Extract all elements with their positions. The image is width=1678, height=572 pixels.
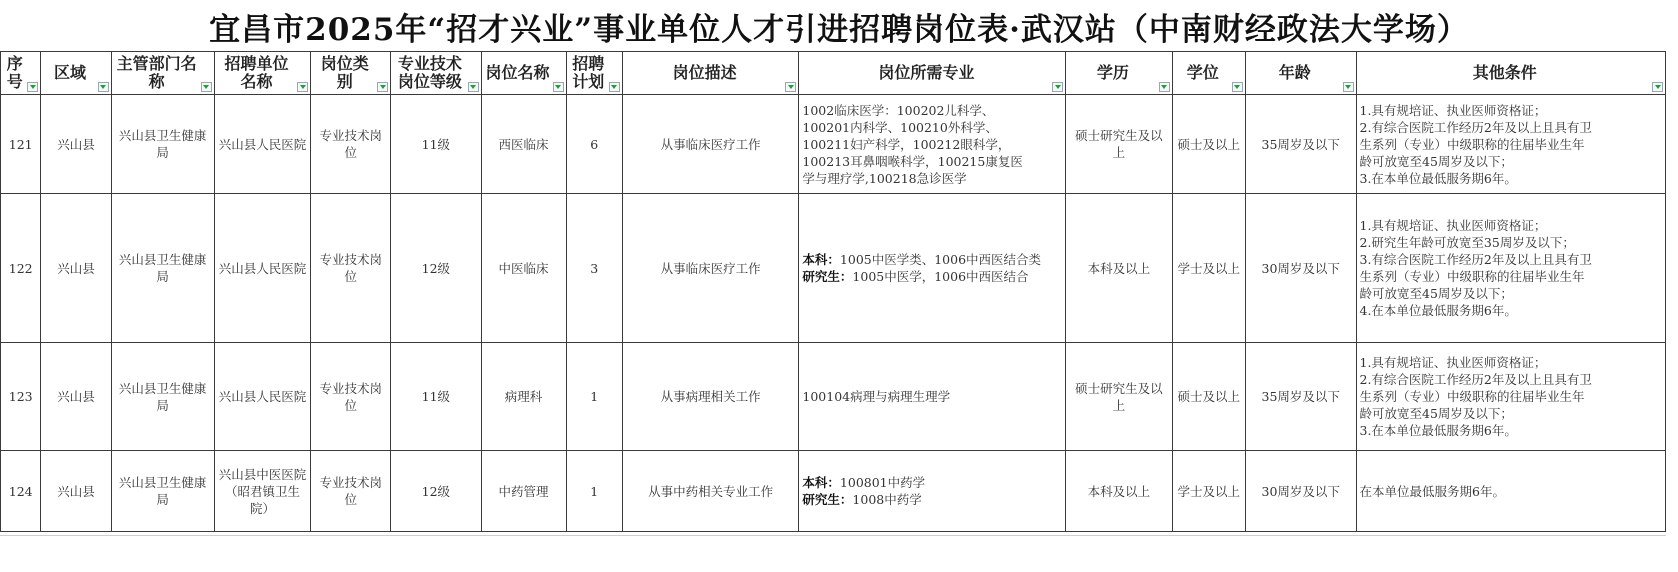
header-cell-region: 区域 [41,52,111,95]
filter-dropdown-icon[interactable] [297,82,308,92]
cell-unit[interactable]: 兴山县中医医院（昭君镇卫生院） [214,451,311,532]
header-cell-category: 岗位类别 [311,52,391,95]
cell-plan[interactable]: 6 [566,95,622,194]
header-cell-dept: 主管部门名称 [111,52,214,95]
cell-edu[interactable]: 本科及以上 [1066,451,1172,532]
cell-level[interactable]: 11级 [391,343,481,451]
cell-level[interactable]: 12级 [391,451,481,532]
header-cell-plan: 招聘计划 [566,52,622,95]
filter-dropdown-icon[interactable] [1652,82,1663,92]
cell-post[interactable]: 中药管理 [481,451,566,532]
filter-dropdown-icon[interactable] [609,82,620,92]
filter-dropdown-icon[interactable] [27,82,38,92]
cell-no[interactable]: 122 [1,194,41,343]
filter-dropdown-icon[interactable] [785,82,796,92]
cell-degree[interactable]: 硕士及以上 [1172,95,1245,194]
cell-unit[interactable]: 兴山县人民医院 [214,95,311,194]
header-cell-desc: 岗位描述 [622,52,798,95]
cell-desc[interactable]: 从事临床医疗工作 [622,194,798,343]
cell-desc[interactable]: 从事临床医疗工作 [622,95,798,194]
cell-post[interactable]: 病理科 [481,343,566,451]
filter-dropdown-icon[interactable] [468,82,479,92]
cell-post[interactable]: 西医临床 [481,95,566,194]
cell-other[interactable]: 在本单位最低服务期6年。 [1356,451,1666,532]
cell-unit[interactable]: 兴山县人民医院 [214,194,311,343]
cell-region[interactable]: 兴山县 [41,95,111,194]
table-row [1,95,1666,194]
cell-plan[interactable]: 1 [566,343,622,451]
cell-age[interactable]: 35周岁及以下 [1245,95,1356,194]
filter-dropdown-icon[interactable] [1232,82,1243,92]
cell-dept[interactable]: 兴山县卫生健康局 [111,343,214,451]
filter-dropdown-icon[interactable] [1052,82,1063,92]
sheet-title: 宜昌市2025年“招才兴业”事业单位人才引进招聘岗位表·武汉站（中南财经政法大学场） [209,11,1469,48]
cell-category[interactable]: 专业技术岗位 [311,194,391,343]
filter-dropdown-icon[interactable] [98,82,109,92]
header-row [1,52,1666,95]
cell-other[interactable]: 1.具有规培证、执业医师资格证； 2.研究生年龄可放宽至35周岁及以下； 3.有综合医院工作经历2年及以上且具有卫 生系列（专业）中级职称的往届毕业生年 龄可放宽至45周岁及以下； 4.在本单位最低服务期6年。 [1356,194,1666,343]
cell-no[interactable]: 124 [1,451,41,532]
cell-major[interactable]: 100104病理与病理生理学 [799,343,1066,451]
header-cell-post: 岗位名称 [481,52,566,95]
header-cell-unit: 招聘单位名称 [214,52,311,95]
cell-dept[interactable]: 兴山县卫生健康局 [111,194,214,343]
cell-dept[interactable]: 兴山县卫生健康局 [111,95,214,194]
cell-desc[interactable]: 从事病理相关工作 [622,343,798,451]
cell-plan[interactable]: 3 [566,194,622,343]
filter-dropdown-icon[interactable] [377,82,388,92]
header-cell-other: 其他条件 [1356,52,1666,95]
cell-unit[interactable]: 兴山县人民医院 [214,343,311,451]
header-cell-major: 岗位所需专业 [799,52,1066,95]
header-cell-edu: 学历 [1066,52,1172,95]
cell-age[interactable]: 30周岁及以下 [1245,451,1356,532]
cell-age[interactable]: 30周岁及以下 [1245,194,1356,343]
cell-category[interactable]: 专业技术岗位 [311,95,391,194]
cell-other[interactable]: 1.具有规培证、执业医师资格证； 2.有综合医院工作经历2年及以上且具有卫 生系列（专业）中级职称的往届毕业生年 龄可放宽至45周岁及以下； 3.在本单位最低服务期6年。 [1356,343,1666,451]
cell-degree[interactable]: 学士及以上 [1172,194,1245,343]
header-cell-no: 序号 [1,52,41,95]
cell-major[interactable]: 本科：100801中药学 研究生：1008中药学 [799,451,1066,532]
cell-level[interactable]: 11级 [391,95,481,194]
cell-region[interactable]: 兴山县 [41,343,111,451]
cell-major[interactable]: 本科：1005中医学类、1006中西医结合类 研究生：1005中医学，1006中西医结合 [799,194,1066,343]
cell-degree[interactable]: 学士及以上 [1172,451,1245,532]
cell-age[interactable]: 35周岁及以下 [1245,343,1356,451]
filter-dropdown-icon[interactable] [1343,82,1354,92]
header-cell-degree: 学位 [1172,52,1245,95]
filter-dropdown-icon[interactable] [1159,82,1170,92]
header-cell-age: 年龄 [1245,52,1356,95]
table-row [1,343,1666,451]
cell-other[interactable]: 1.具有规培证、执业医师资格证； 2.有综合医院工作经历2年及以上且具有卫 生系列（专业）中级职称的往届毕业生年 龄可放宽至45周岁及以下； 3.在本单位最低服务期6年。 [1356,95,1666,194]
cell-desc[interactable]: 从事中药相关专业工作 [622,451,798,532]
cell-category[interactable]: 专业技术岗位 [311,451,391,532]
cell-edu[interactable]: 硕士研究生及以上 [1066,343,1172,451]
recruitment-table [0,51,1666,532]
cell-plan[interactable]: 1 [566,451,622,532]
filter-dropdown-icon[interactable] [201,82,212,92]
cell-edu[interactable]: 硕士研究生及以上 [1066,95,1172,194]
empty-grid-area [0,535,1666,572]
filter-dropdown-icon[interactable] [553,82,564,92]
cell-degree[interactable]: 硕士及以上 [1172,343,1245,451]
cell-region[interactable]: 兴山县 [41,194,111,343]
header-cell-level: 专业技术岗位等级 [391,52,481,95]
cell-no[interactable]: 121 [1,95,41,194]
cell-no[interactable]: 123 [1,343,41,451]
table-row [1,451,1666,532]
cell-major[interactable]: 1002临床医学：100202儿科学、 100201内科学、100210外科学、 100211妇产科学，100212眼科学， 100213耳鼻咽喉科学，100215康复医 学与理疗学,100218急诊医学 [799,95,1066,194]
cell-level[interactable]: 12级 [391,194,481,343]
cell-edu[interactable]: 本科及以上 [1066,194,1172,343]
cell-dept[interactable]: 兴山县卫生健康局 [111,451,214,532]
table-row [1,194,1666,343]
cell-post[interactable]: 中医临床 [481,194,566,343]
cell-region[interactable]: 兴山县 [41,451,111,532]
cell-category[interactable]: 专业技术岗位 [311,343,391,451]
